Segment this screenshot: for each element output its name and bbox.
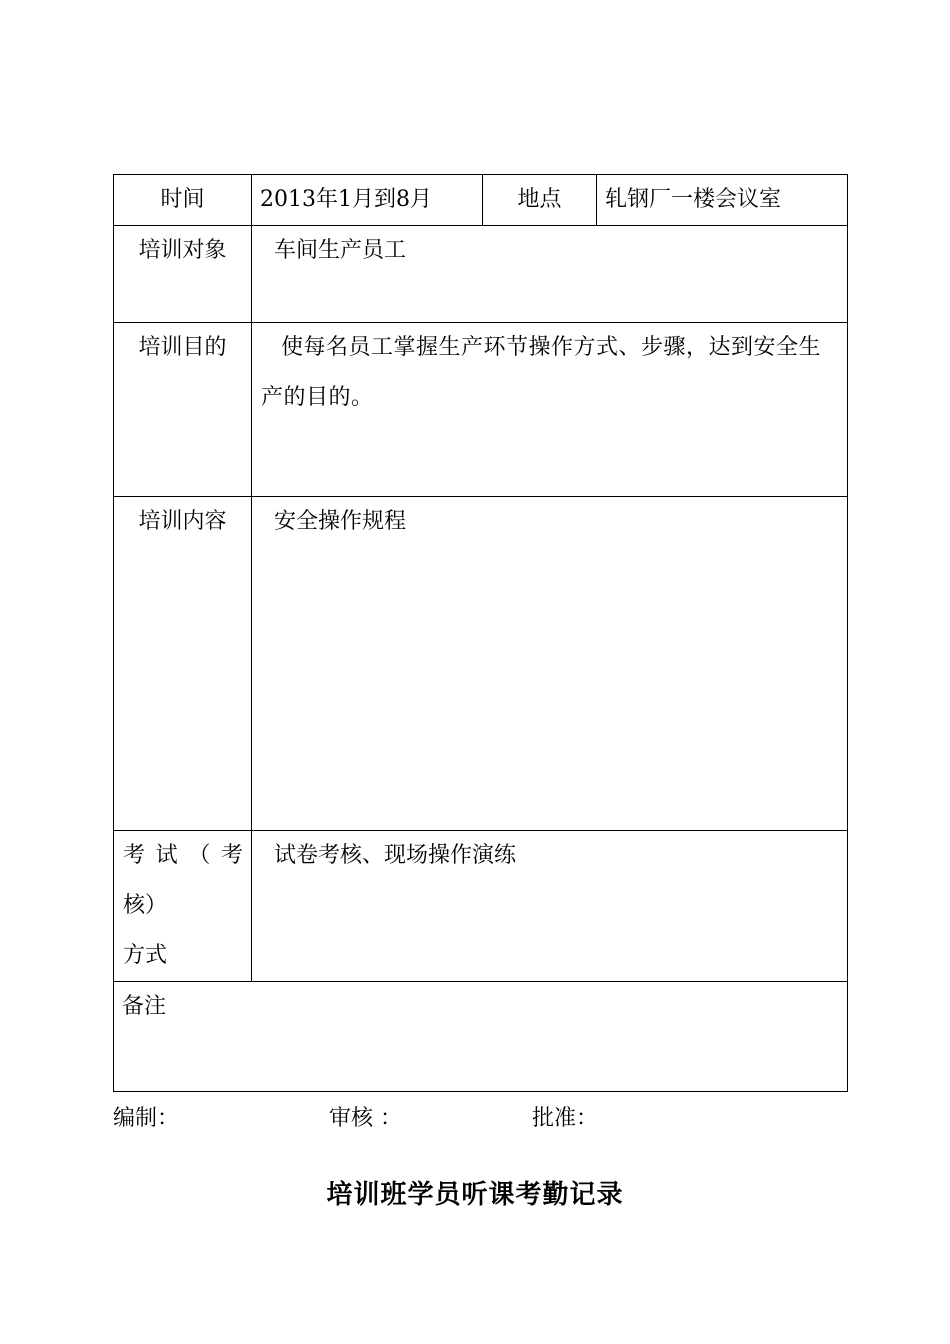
exam-label-char: 考: [123, 843, 146, 868]
training-record-table: [113, 174, 848, 1092]
location-value: 轧钢厂一楼会议室: [597, 175, 848, 226]
remarks-row: [114, 982, 848, 1092]
target-label: 培训对象: [114, 226, 252, 323]
approved-by-label: 批准：: [532, 1106, 599, 1131]
exam-label-line1: [123, 831, 243, 881]
location-label: 地点: [483, 175, 597, 226]
exam-value: 试卷考核、现场操作演练: [252, 831, 848, 982]
content-value: 安全操作规程: [252, 497, 848, 831]
time-location-row: [114, 175, 848, 226]
purpose-label: 培训目的: [114, 323, 252, 497]
attendance-record-heading: 培训班学员听课考勤记录: [326, 1180, 624, 1210]
exam-label-line2: 核）: [123, 893, 168, 918]
remarks-label: 备注: [122, 994, 167, 1019]
content-row: [114, 497, 848, 831]
signature-row: [113, 1097, 847, 1141]
purpose-row: [114, 323, 848, 497]
exam-label: [114, 831, 252, 982]
exam-label-char: 试: [155, 843, 178, 868]
time-value: 2013年1月到8月: [252, 175, 483, 226]
content-label: 培训内容: [114, 497, 252, 831]
target-value: 车间生产员工: [252, 226, 848, 323]
remarks-cell: [114, 982, 848, 1092]
exam-row: [114, 831, 848, 982]
time-label: 时间: [114, 175, 252, 226]
purpose-value: [252, 323, 848, 497]
reviewed-by-label: 审核 ：: [329, 1106, 402, 1131]
exam-label-line3: 方式: [123, 943, 168, 968]
prepared-by-label: 编制：: [113, 1106, 180, 1131]
exam-label-char: 考: [220, 843, 243, 868]
target-row: [114, 226, 848, 323]
exam-label-char: （: [188, 843, 211, 868]
purpose-text: 使每名员工掌握生产环节操作方式、步骤，达到安全生产的目的。: [261, 335, 822, 410]
